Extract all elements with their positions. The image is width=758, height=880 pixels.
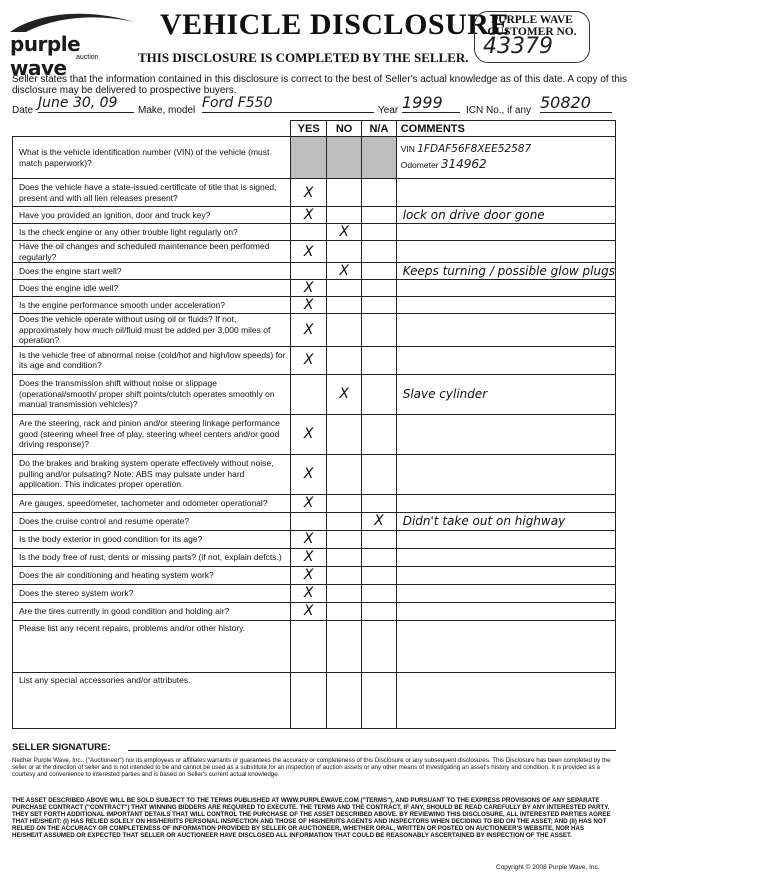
comment-cell [396, 620, 615, 672]
no-mark [327, 494, 362, 512]
comment-cell [396, 672, 615, 728]
na-mark [362, 602, 397, 620]
vin-value: 1FDAF56F8XEE52587 [417, 143, 532, 155]
yes-mark: X [291, 314, 327, 347]
comment-text [396, 548, 615, 566]
na-mark [362, 241, 397, 263]
yes-mark: X [291, 297, 327, 314]
table-row [13, 512, 616, 530]
question-text: Does the engine idle well? [13, 280, 291, 297]
yes-mark: X [291, 241, 327, 263]
date-label: Date [12, 105, 34, 116]
question-text: Does the vehicle have a state-issued certificate of title that is signed, present and with all lien releases present? [13, 179, 291, 207]
no-header: NO [327, 121, 362, 137]
question-text: Do the brakes and braking system operate effectively without noise, pulling and/or pulsating? Note: ABS may pulsate under hard application. This indicates proper operation. [13, 454, 291, 494]
yes-mark: X [291, 414, 327, 454]
yes-mark [291, 224, 327, 241]
vin-question: What is the vehicle identification number (VIN) of the vehicle (must match paperwork)? [13, 137, 291, 179]
na-mark [362, 548, 397, 566]
question-header [13, 121, 291, 137]
table-row [13, 297, 616, 314]
terms-paragraph: THE ASSET DESCRIBED ABOVE WILL BE SOLD SUBJECT TO THE TERMS PUBLISHED AT WWW.PURPLEWAVE.COM ("TERMS"), AND PURSUANT TO THE EXPRESS PROVISIONS OF ANY SEPARATE PURCHASE CONTRACT ("CONTRACT") THAT WINNING BIDDERS ARE REQUIRED TO EXECUTE. THE TERMS AND THE CONTRACT, IF ANY, SHOULD BE READ CAREFULLY BY ANY INTERESTED PARTY. THEY SET FORTH ADDITIONAL IMPORTANT DETAILS THAT WILL CONTROL THE PURCHASE OF THE ASSET DESCRIBED ABOVE. BY REVIEWING THIS DISCLOSURE, ALL INTERESTED PARTIES AGREE THAT HE/SHE/IT: (I) HAS RELIED SOLELY ON HIS/HER/ITS PERSONAL INSPECTION AND THOSE OF HIS/HER/ITS AGENTS AND INSPECTORS WHEN DECIDING TO BID ON THE ASSET; AND (II) HAS NOT RELIED ON THE ACCURACY OR COMPLETENESS OF INFORMATION PROVIDED BY SELLER OR AUCTIONEER, WHETHER ORAL, WRITTEN OR POSTED ON AUCTIONEER'S WEBSITE, NOR HAS HE/SHE/IT ASSUMED OR EXPECTED THAT SELLER OR AUCTIONEER HAVE DISCLOSED ALL INFORMATION THAT COULD BE REASONABLY ASCERTAINED BY INSPECTION OF THE ASSET. [12, 797, 611, 839]
comment-text [396, 602, 615, 620]
no-mark: X [327, 224, 362, 241]
date-field: June 30, 09 [38, 95, 134, 113]
logo-subtext: auction [76, 54, 99, 61]
accessories-row [13, 672, 616, 728]
no-cell [327, 672, 362, 728]
question-text: Does the air conditioning and heating system work? [13, 566, 291, 584]
repairs-label: Please list any recent repairs, problems and/or other history. [13, 620, 291, 672]
no-mark [327, 414, 362, 454]
no-mark: X [327, 263, 362, 280]
no-mark [327, 566, 362, 584]
no-cell [327, 620, 362, 672]
comment-text [396, 454, 615, 494]
na-mark [362, 454, 397, 494]
no-mark [327, 297, 362, 314]
accessories-label: List any special accessories and/or attributes. [13, 672, 291, 728]
yes-cell [291, 620, 327, 672]
table-row [13, 346, 616, 374]
comment-text [396, 241, 615, 263]
yes-mark: X [291, 207, 327, 224]
comment-text [396, 530, 615, 548]
no-mark [327, 530, 362, 548]
yes-mark: X [291, 530, 327, 548]
question-text: Are the steering, rack and pinion and/or steering linkage performance good (steering wheel free of play, steering wheel centers and/or good driving response)? [13, 414, 291, 454]
no-mark [327, 602, 362, 620]
yes-mark: X [291, 566, 327, 584]
question-text: Is the check engine or any other trouble light regularly on? [13, 224, 291, 241]
customer-number-box [474, 11, 590, 63]
na-mark [362, 179, 397, 207]
question-text: Have the oil changes and scheduled maintenance been performed regularly? [13, 241, 291, 263]
comment-text [396, 280, 615, 297]
no-mark [327, 241, 362, 263]
purple-wave-logo [8, 14, 128, 80]
yes-cell [291, 137, 327, 179]
table-row [13, 280, 616, 297]
page-title: VEHICLE DISCLOSURE [160, 8, 510, 41]
na-mark [362, 207, 397, 224]
signature-line [128, 750, 616, 751]
na-mark [362, 374, 397, 414]
question-text: Is the engine performance smooth under acceleration? [13, 297, 291, 314]
na-mark [362, 566, 397, 584]
comment-text [396, 314, 615, 347]
table-row [13, 374, 616, 414]
comment-text: Keeps turning / possible glow plugs [396, 263, 615, 280]
make-model-field: Ford F550 [202, 95, 374, 113]
na-cell [362, 620, 397, 672]
yes-mark: X [291, 179, 327, 207]
table-header-row [13, 121, 616, 137]
seller-signature-label: SELLER SIGNATURE: [12, 742, 111, 753]
vin-label: VIN [400, 144, 415, 154]
odometer-value: 314962 [440, 157, 487, 171]
yes-mark: X [291, 494, 327, 512]
page-subtitle: THIS DISCLOSURE IS COMPLETED BY THE SELLER. [138, 50, 469, 65]
table-row [13, 224, 616, 241]
vin-odometer-cell [396, 137, 615, 179]
no-cell [327, 137, 362, 179]
na-mark [362, 494, 397, 512]
yes-mark: X [291, 280, 327, 297]
na-mark [362, 346, 397, 374]
no-mark [327, 512, 362, 530]
na-cell [362, 672, 397, 728]
table-row [13, 314, 616, 347]
no-mark [327, 584, 362, 602]
na-mark [362, 584, 397, 602]
year-label: Year [378, 105, 399, 116]
table-row [13, 494, 616, 512]
comment-text [396, 346, 615, 374]
table-row [13, 548, 616, 566]
table-row [13, 454, 616, 494]
yes-mark: X [291, 454, 327, 494]
question-text: Is the vehicle free of abnormal noise (cold/hot and high/low speeds) for its age and condition? [13, 346, 291, 374]
icn-label: ICN No., if any [466, 105, 532, 116]
question-text: Does the vehicle operate without using oil or fluids? If not, approximately how much oil/fluid must be added per 3,000 miles of operation? [13, 314, 291, 347]
question-text: Is the body exterior in good condition for its age? [13, 530, 291, 548]
yes-mark: X [291, 584, 327, 602]
yes-mark [291, 374, 327, 414]
logo-text: purple wave [10, 32, 81, 80]
comment-text [396, 566, 615, 584]
yes-header: YES [291, 121, 327, 137]
yes-cell [291, 672, 327, 728]
yes-mark: X [291, 346, 327, 374]
yes-mark: X [291, 602, 327, 620]
vin-row [13, 137, 616, 179]
comment-text [396, 494, 615, 512]
no-mark [327, 280, 362, 297]
yes-mark [291, 512, 327, 530]
comments-header: COMMENTS [396, 121, 615, 137]
copyright-text: Copyright © 2008 Purple Wave, Inc. [496, 864, 600, 871]
customer-number-label: PURPLE WAVE CUSTOMER NO. [487, 14, 577, 38]
na-cell [362, 137, 397, 179]
table-row [13, 414, 616, 454]
comment-text [396, 584, 615, 602]
question-text: Does the transmission shift without noise or slippage (operational/smooth/ proper shift points/clutch operates smoothly on manual transmission vehicles)? [13, 374, 291, 414]
question-text: Is the body free of rust, dents or missing parts? (if not, explain defcts.) [13, 548, 291, 566]
na-mark [362, 263, 397, 280]
na-mark: X [362, 512, 397, 530]
no-mark [327, 346, 362, 374]
na-mark [362, 530, 397, 548]
disclaimer-paragraph: Neither Purple Wave, Inc., ("Auctioneer") nor its employees or affiliates warrants or guarantees the accuracy or completeness of this Disclosure or any subsequent disclosures. This Disclosure has been completed by the seller or at the direction of seller and is not intended to be and cannot be used as a substitute for an inspection of auction assets or any other means of investigating an asset's history and condition. It is provided as a courtesy and convenience to interested parties and is based on Seller's current actual knowledge. [12, 757, 611, 778]
no-mark [327, 207, 362, 224]
year-field: 1999 [402, 93, 460, 113]
table-row [13, 207, 616, 224]
na-mark [362, 297, 397, 314]
question-text: Does the stereo system work? [13, 584, 291, 602]
na-mark [362, 314, 397, 347]
no-mark [327, 548, 362, 566]
no-mark [327, 454, 362, 494]
table-row [13, 263, 616, 280]
no-mark: X [327, 374, 362, 414]
question-text: Does the engine start well? [13, 263, 291, 280]
table-row [13, 566, 616, 584]
question-text: Are gauges, speedometer, tachometer and odometer operational? [13, 494, 291, 512]
table-row [13, 584, 616, 602]
question-text: Does the cruise control and resume operate? [13, 512, 291, 530]
repairs-row [13, 620, 616, 672]
comment-text [396, 297, 615, 314]
table-row [13, 179, 616, 207]
na-mark [362, 280, 397, 297]
na-mark [362, 414, 397, 454]
yes-mark [291, 263, 327, 280]
no-mark [327, 314, 362, 347]
make-model-label: Make, model [138, 105, 196, 116]
seller-statement: Seller states that the information contained in this disclosure is correct to the best of Seller's actual knowledge as of this date. A copy of this disclosure may be delivered to prospective buyers. [12, 74, 628, 96]
odometer-label: Odometer [400, 160, 439, 170]
icn-field: 50820 [540, 93, 612, 113]
no-mark [327, 179, 362, 207]
comment-text: lock on drive door gone [396, 207, 615, 224]
yes-mark: X [291, 548, 327, 566]
na-header: N/A [362, 121, 397, 137]
comment-text [396, 414, 615, 454]
comment-text: Slave cylinder [396, 374, 615, 414]
question-text: Are the tires currently in good condition and holding air? [13, 602, 291, 620]
table-row [13, 530, 616, 548]
comment-text [396, 224, 615, 241]
table-row [13, 602, 616, 620]
question-text: Have you provided an ignition, door and truck key? [13, 207, 291, 224]
customer-number-value: 43379 [483, 34, 553, 59]
na-mark [362, 224, 397, 241]
disclosure-table [12, 120, 616, 729]
comment-text [396, 179, 615, 207]
table-row [13, 241, 616, 263]
comment-text: Didn't take out on highway [396, 512, 615, 530]
